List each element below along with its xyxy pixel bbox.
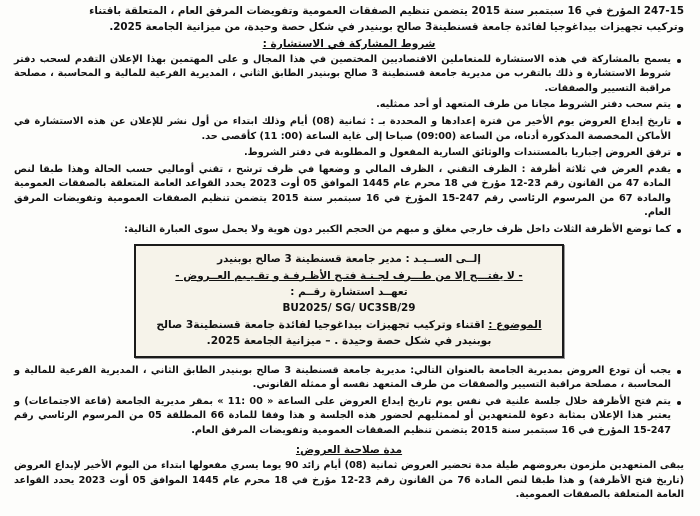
envelope-label-box — [134, 244, 564, 357]
envelope-do-not-open-notice: - لا يفتـــح إلا من طـــرف لجـنـة فتـح الأظـرفـة و تقـيـيم العــروض - — [175, 269, 523, 282]
envelope-label-box-wrapper — [134, 244, 564, 357]
list-item: ترفق العروض إجباريا بالمستندات والوثائق السارية المفعول و المطلوبة في دفتر الشروط. — [14, 146, 684, 161]
list-item: يجب أن تودع العروض بمديرية الجامعة بالعنوان التالي: مديرية جامعة قسنطينة 3 صالح بوبنيدر الطابق الثاني ، المديرية الفرعية للمالية و المحاسبة ، مصلحة مراقبة التسيير والصفقات من طرف المتعهد نفسه أو ممثله القانوني. — [14, 364, 684, 393]
intro-paragraphs — [14, 4, 684, 35]
list-item: يقدم العرض في ثلاثة أظرفة : الظرف التقني ، الظرف المالي و وضعها في ظرف ترشح ، تقني أوماليي حسب الحالة وهذا طبقا لنص المادة 47 من القانون رقم 23-12 مؤرخ في 18 محرم عام 1445 الموافق 05 أوت 2023 يحدد القواعد العامة المتعلقة بالصفقات العمومية والمادة 67 من المرسوم الرئاسي رقم 247-15 المؤرخ في 16 سبتمبر سنة 2015 يتضمن تنظيم الصفقات العمومية وتفويضات المرفق العام. — [14, 163, 684, 221]
envelope-subject — [146, 318, 552, 350]
list-item: كما توضع الأظرفة الثلاث داخل ظرف خارجي مغلق و مبهم من الحجم الكبير دون هوية ولا يحمل سوى العبارة التالية: — [14, 223, 684, 238]
participation-conditions-title: شروط المشاركة في الاستشارة : — [262, 37, 436, 50]
list-item: تاريخ إيداع العروض يوم الأخير من فترة إعدادها و المحددة بـ : ثمانية (08) أيام وذلك ابتداء من أول نشر للإعلان عن هذه الاستشارة في الأماكن المخصصة المذكورة أدناه، من الساعة (09:00) صباحا إلى غاية الساعة (00: 11) كأقصى حد. — [14, 115, 684, 144]
envelope-subject-label: الموضوع : — [488, 318, 542, 331]
validity-paragraph: يبقى المتعهدين ملزمون بعروضهم طيلة مدة تحضير العروض ثمانية (08) أيام زائد 90 يوما يسري مفعولها ابتداء من اليوم الأخير لإيداع العروض (تاريخ فتح الأظرفة) و هذا طبقا لنص المادة 76 من القانون رقم 23-12 مؤرخ في 18 محرم عام 1445 الموافق 05 أوت 2023 يحدد القواعد العامة المتعلقة بالصفقات العمومية. — [14, 460, 685, 501]
intro-line-2: وتركيب تجهيزات بيداغوجيا لفائدة جامعة قسنطينة3 صالح بوبنيدر في شكل حصة وحيدة، من ميزانية الجامعة 2025. — [109, 20, 684, 33]
envelope-consultation-number: BU2025/ SG/ UC3SB/29 — [282, 301, 416, 314]
participation-conditions-list — [14, 53, 684, 238]
offers-validity-title: مدة صلاحية العروض: — [295, 444, 403, 457]
list-item: يتم سحب دفتر الشروط مجانا من طرف المتعهد أو أحد ممثليه. — [14, 98, 684, 113]
list-item: يسمح بالمشاركة في هذه الاستشارة للمتعاملين الاقتصاديين المختصين في هذا المجال و على المهتمين بهذا الإعلان التقدم لسحب دفتر شروط الاستشارة و ذلك بالتقرب من مديرية جامعة قسنطينة 3 صالح بوبنيدر الطابق الثاني ، المديرية الفرعية للمالية و المحاسبة ، مصلحة مراقبة التسيير والصفقات. — [14, 53, 684, 97]
envelope-consultation-number-label: تعهــد استشارة رقــم : — [290, 285, 408, 298]
offers-validity-text — [14, 459, 684, 502]
list-item: يتم فتح الأظرفة خلال جلسة علنية في نفس يوم تاريخ إيداع العروض على الساعة « 00 :11 » بمقر مديرية الجامعة (قاعة الاجتماعات) و يعتبر هذا الإعلان بمثابة دعوة للمتعهدين أو لممثليهم لحضور هذه الجلسة و هذا وفقا للمادة 66 المطلقة 05 من المرسوم الرئاسي رقم 247-15 المؤرخ في 16 سبتمبر سنة 2015 يتضمن تنظيم الصفقات العمومية وتفويضات المرفق العام. — [14, 395, 684, 439]
envelope-addressee: إلــى الســيـد : مدير جامعة قسنطينة 3 صالح بوبنيدر — [217, 253, 481, 266]
envelope-subject-text: اقتناء وتركيب تجهيزات بيداغوجيا لفائدة جامعة قسنطينة3 صالح بوبنيدر في شكل حصة وحيدة . – ميزانية الجامعة 2025. — [156, 318, 492, 347]
intro-line-1: 247-15 المؤرخ في 16 سبتمبر سنة 2015 يتضمن تنظيم الصفقات العمومية وتفويضات المرفق العام ، المتعلقة باقتناء — [89, 5, 684, 17]
submission-instructions-list — [14, 364, 684, 439]
